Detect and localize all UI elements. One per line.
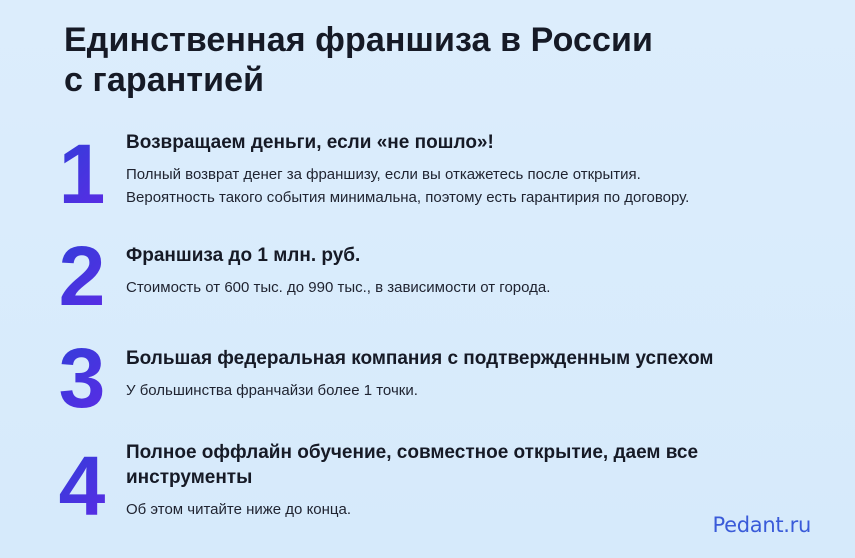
pedant-logo: Pedant.ru xyxy=(712,513,811,537)
title-line-1: Единственная франшиза в России xyxy=(64,21,654,59)
feature-heading-1: Возвращаем деньги, если «не пошло»! xyxy=(126,132,494,153)
feature-heading-2: Франшиза до 1 млн. руб. xyxy=(126,245,361,266)
feature-number-3: 3 xyxy=(54,336,110,420)
feature-desc-1-line-1: Полный возврат денег за франшизу, если вы откажетесь после открытия. xyxy=(126,166,641,183)
feature-text-4 xyxy=(126,440,816,521)
feature-number-4: 4 xyxy=(54,444,110,528)
feature-desc-3-line-1: У большинства франчайзи более 1 точки. xyxy=(126,382,418,399)
feature-text-3 xyxy=(126,346,816,402)
feature-text-1 xyxy=(126,130,816,209)
feature-text-2 xyxy=(126,243,816,299)
feature-heading-3: Большая федеральная компания с подтвержденным успехом xyxy=(126,348,714,369)
feature-desc-3 xyxy=(126,379,816,402)
feature-number-1: 1 xyxy=(54,132,110,216)
title-line-2: с гарантией xyxy=(64,61,265,99)
feature-desc-1 xyxy=(126,163,816,209)
feature-desc-4-line-1: Об этом читайте ниже до конца. xyxy=(126,501,352,518)
feature-number-2: 2 xyxy=(54,234,110,318)
feature-heading-4: Полное оффлайн обучение, совместное открытие, даем все инструменты xyxy=(126,442,699,488)
feature-desc-2 xyxy=(126,276,816,299)
page-title xyxy=(64,20,784,100)
feature-desc-2-line-1: Стоимость от 600 тыс. до 990 тыс., в зависимости от города. xyxy=(126,279,551,296)
feature-desc-1-line-2: Вероятность такого события минимальна, поэтому есть гарантирия по договору. xyxy=(126,189,690,206)
